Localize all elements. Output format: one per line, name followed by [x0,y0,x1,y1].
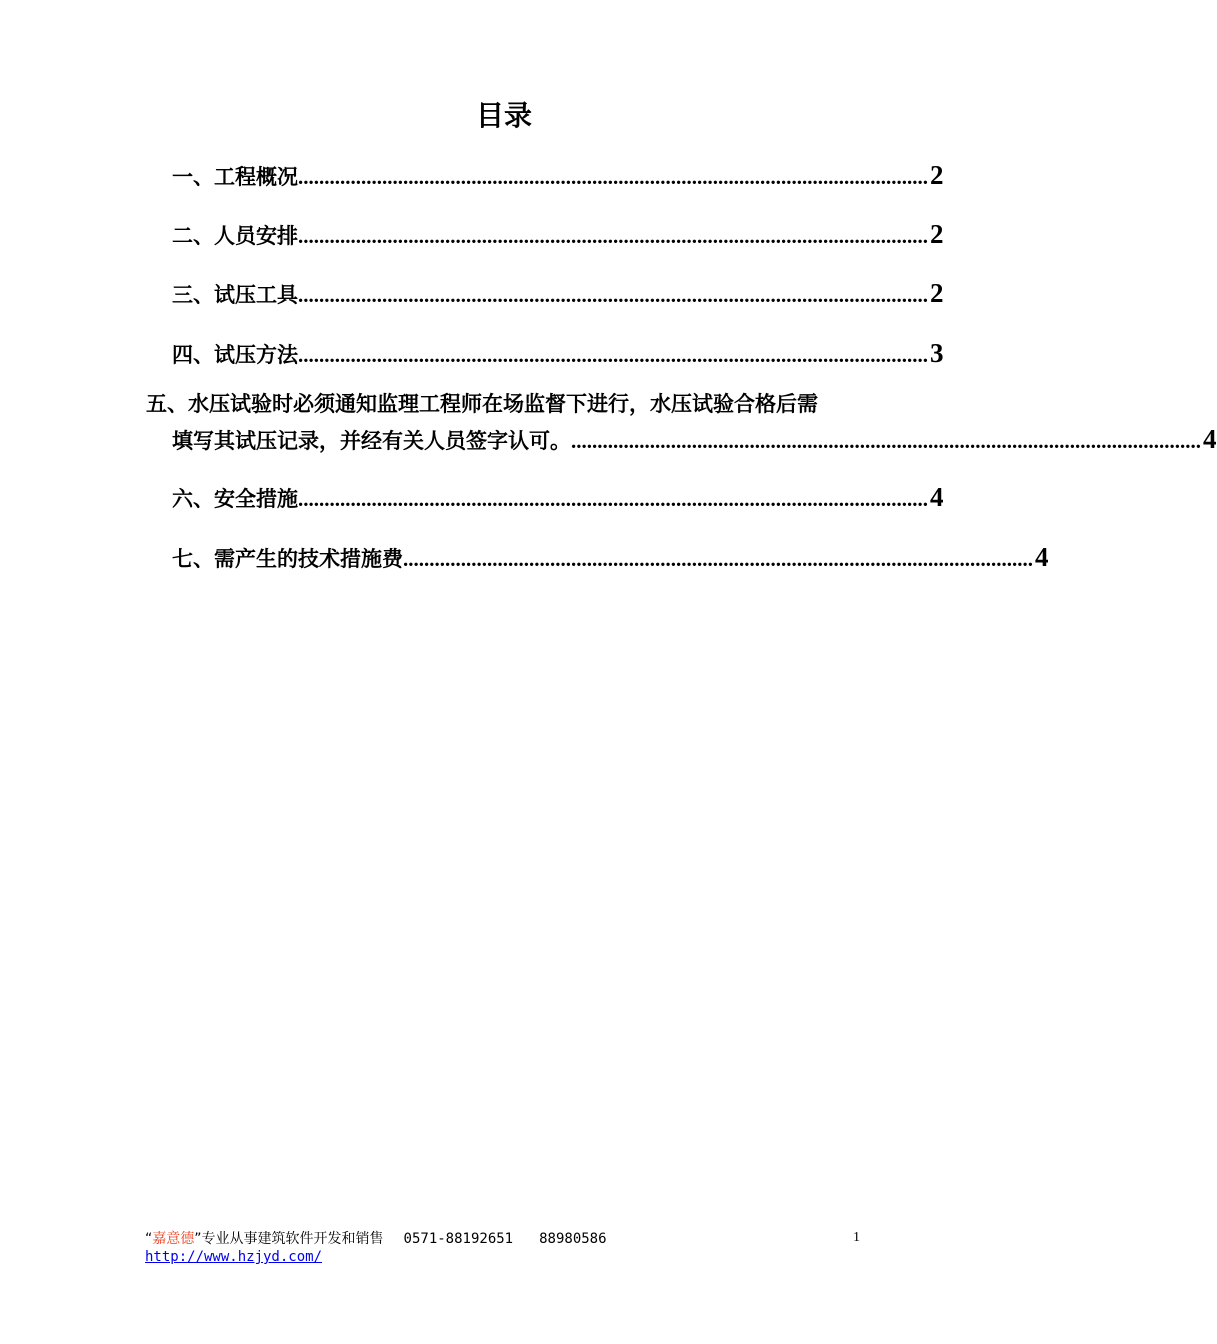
toc-leader-dots: ........................................................................................................................ [298,283,928,307]
toc-entry-page: 2 [930,160,944,190]
toc-entry-page: 4 [930,482,944,512]
toc-entry-page: 3 [930,338,944,368]
toc-leader-dots: ........................................................................................................................ [298,165,928,189]
toc-entry-page: 4 [1035,542,1049,572]
toc-entry-label: 六、安全措施 [172,487,298,511]
footer-quote-close: ” [194,1231,202,1247]
toc-entry-label: 四、试压方法 [172,343,298,367]
footer-brand: 嘉意德 [152,1231,195,1247]
page-title: 目录 [475,99,532,132]
footer-tagline-text: 专业从事建筑软件开发和销售 [201,1231,384,1247]
toc-entry-4[interactable] [172,338,944,369]
toc-entry-6[interactable] [172,482,944,513]
footer-quote-open: “ [145,1231,153,1247]
footer-phone-2: 88980586 [539,1231,607,1247]
toc-entry-label: 二、人员安排 [172,224,298,248]
toc-entry-label: 七、需产生的技术措施费 [172,547,403,571]
page-number: 1 [853,1230,860,1245]
toc-leader-dots: ........................................................................................................................ [571,429,1201,453]
toc-entry-1[interactable] [172,160,944,191]
toc-leader-dots: ........................................................................................................................ [298,343,928,367]
toc-leader-dots: ........................................................................................................................ [403,547,1033,571]
toc-entry-5-line1[interactable]: 五、水压试验时必须通知监理工程师在场监督下进行，水压试验合格后需 [146,392,818,416]
toc-entry-2[interactable] [172,219,944,250]
toc-leader-dots: ........................................................................................................................ [298,224,928,248]
footer-tagline [145,1228,607,1248]
toc-entry-page: 2 [930,278,944,308]
toc-entry-3[interactable] [172,278,944,309]
toc-entry-label: 一、工程概况 [172,165,298,189]
toc-entry-label: 三、试压工具 [172,283,298,307]
toc-entry-label: 填写其试压记录，并经有关人员签字认可。 [172,429,571,453]
footer-phone-1: 0571-88192651 [403,1231,514,1247]
footer-url-link[interactable]: http://www.hzjyd.com/ [145,1249,323,1265]
toc-leader-dots: ........................................................................................................................ [298,487,928,511]
toc-entry-7[interactable] [172,542,1049,573]
toc-entry-page: 2 [930,219,944,249]
toc-entry-page: 4 [1203,424,1217,454]
toc-entry-5[interactable] [172,424,1217,455]
